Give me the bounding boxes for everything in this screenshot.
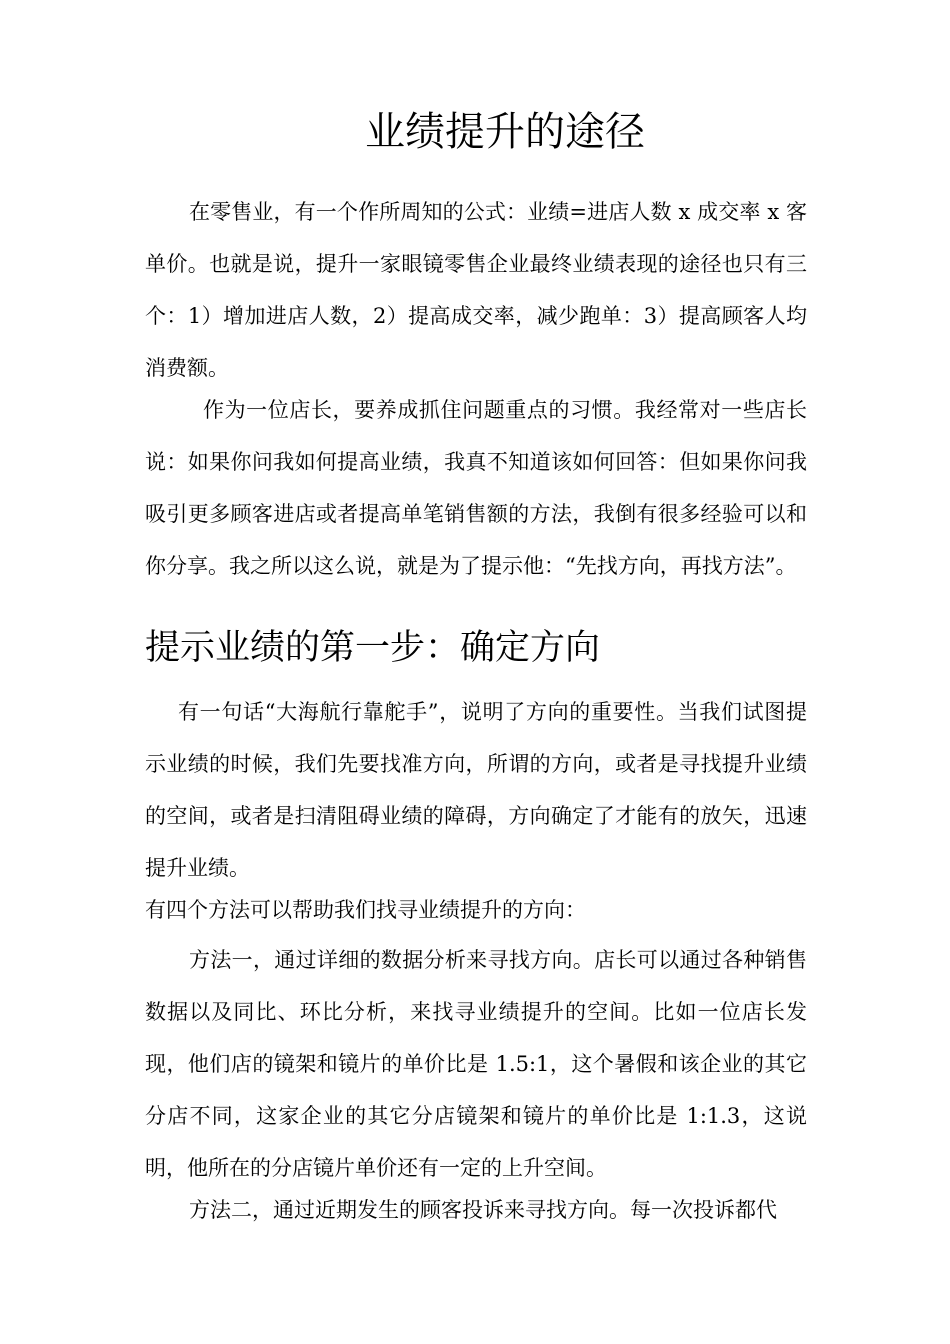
intro-paragraph-direction: 作为一位店长，要养成抓住问题重点的习惯。我经常对一些店长说：如果你问我如何提高业绩，我真不知道该如何回答：但如果你问我吸引更多顾客进店或者提高单笔销售额的方法，我倒有很多经验可以和你分享。我之所以这么说，就是为了提示他：“先找方向，再找方法”。 — [145, 398, 807, 578]
section-paragraph-methods-intro: 有四个方法可以帮助我们找寻业绩提升的方向： — [145, 898, 586, 922]
document-title: 业绩提升的途径 — [365, 109, 645, 155]
intro-paragraph-formula: 在零售业，有一个作所周知的公式：业绩=进店人数 x 成交率 x 客单价。也就是说，提升一家眼镜零售企业最终业绩表现的途径也只有三个：1）增加进店人数，2）提高成交率，减少跑单：3）提高顾客人均消费额。 — [145, 200, 807, 380]
section-paragraph-importance: 有一句话“大海航行靠舵手”，说明了方向的重要性。当我们试图提示业绩的时候，我们先要找准方向，所谓的方向，或者是寻找提升业绩的空间，或者是扫清阻碍业绩的障碍，方向确定了才能有的放矢，迅速提升业绩。 — [145, 700, 807, 880]
section-heading: 提示业绩的第一步：确定方向 — [145, 628, 601, 668]
section-paragraph-method-two: 方法二，通过近期发生的顾客投诉来寻找方向。每一次投诉都代 — [189, 1198, 777, 1222]
section-paragraph-method-one: 方法一，通过详细的数据分析来寻找方向。店长可以通过各种销售数据以及同比、环比分析，来找寻业绩提升的空间。比如一位店长发现，他们店的镜架和镜片的单价比是 1.5:1，这个暑假和该企业的其它分店不同，这家企业的其它分店镜架和镜片的单价比是 1:1.3，这说明，他所在的分店镜片单价还有一定的上升空间。 — [145, 948, 807, 1180]
